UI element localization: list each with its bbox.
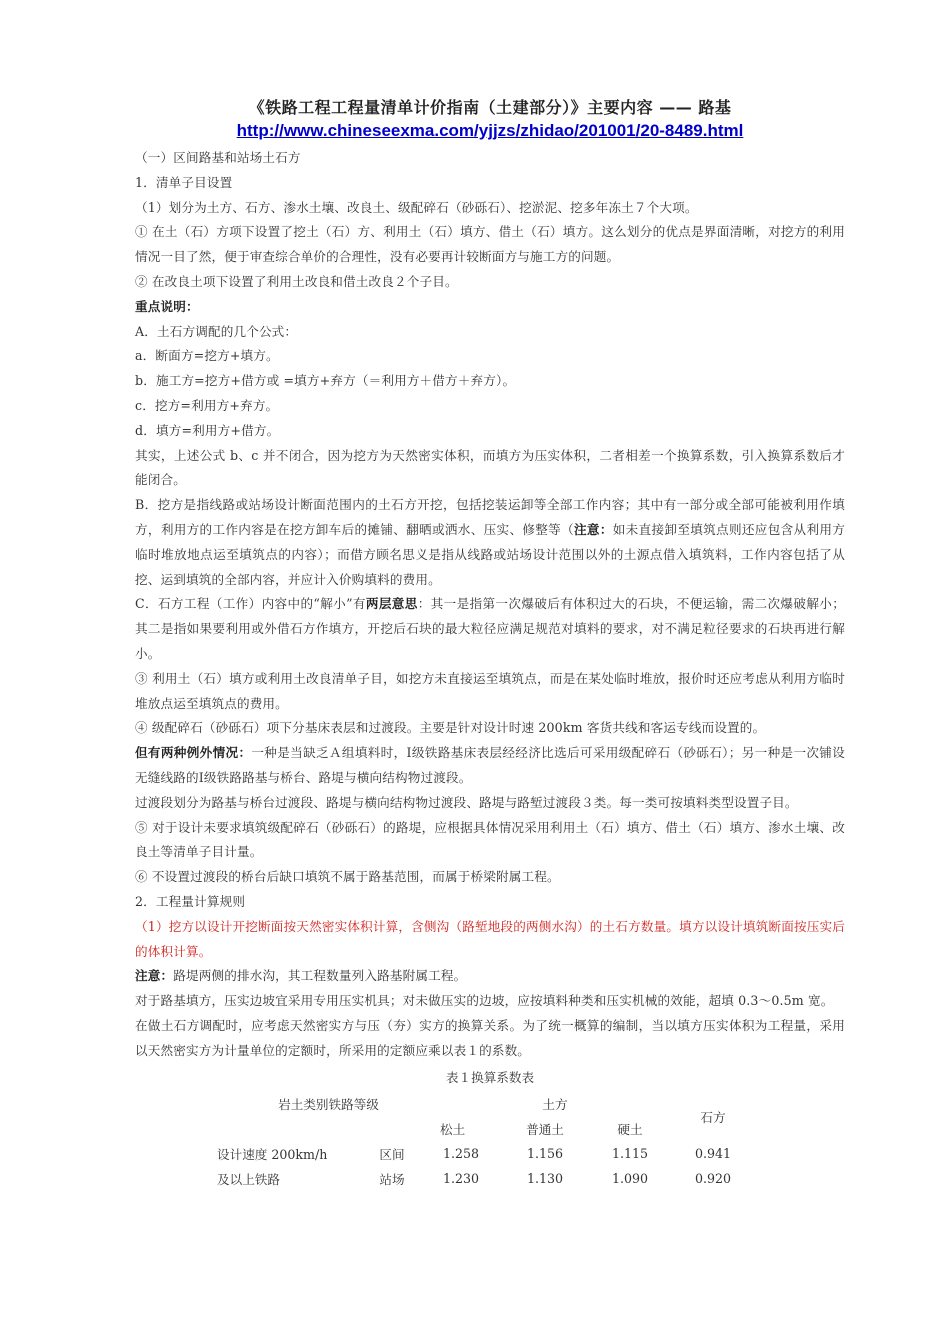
paragraph-b: B．挖方是指线路或站场设计断面范围内的土石方开挖，包括挖装运卸等全部工作内容；其中有一部分或全部可能被利用作填方，利用方的工作内容是在挖方卸车后的摊铺、翻晒或洒水、压实、修整等（注意：如未直接卸至填筑点则还应包含从利用方临时堆放地点运至填筑点的内容）；而借方顾名思义是指从线路或站场设计范围以外的土源点借入填筑料，工作内容包括了从挖、运到填筑的全部内容，并应计入价购填料的费用。 [135,497,846,587]
subsection-heading: 1．清单子目设置 [135,174,233,190]
table-row [217,1141,756,1166]
table-row-header: 及以上铁路 [217,1172,280,1188]
table-corner-header: 岩土类别铁路等级 [278,1097,379,1113]
table-cell: 区间 [379,1147,405,1163]
table-row [217,1166,756,1191]
table-col-header: 石方 [700,1109,726,1125]
exception-paragraph: 但有两种例外情况：一种是当缺乏Ａ组填料时，Ⅰ级铁路基床表层经经济比选后可采用级配碎石（砂砾石）；另一种是一次铺设无缝线路的Ⅰ级铁路路基与桥台、路堤与横向结构物过渡段。 [135,745,845,785]
table-cell: 1.130 [526,1171,564,1187]
document-title: 《铁路工程工程量清单计价指南（土建部分）》主要内容 —— 路基 [248,98,732,117]
paragraph: ⑥ 不设置过渡段的桥台后缺口填筑不属于路基范围，而属于桥梁附属工程。 [135,869,560,885]
table-col-header: 硬土 [617,1122,643,1138]
table-col-header: 普通土 [526,1122,564,1138]
paragraph: ③ 利用土（石）填方或利用土改良清单子目，如挖方未直接运至填筑点，而是在某处临时堆放，报价时还应考虑从利用方临时堆放点运至填筑点的费用。 [135,670,845,711]
paragraph: ⑤ 对于设计未要求填筑级配碎石（砂砾石）的路堤，应根据具体情况采用利用土（石）填方、借土（石）填方、渗水土壤、改良土等清单子目计量。 [135,819,845,860]
section-heading: （一）区间路基和站场土石方 [135,150,301,165]
table-col-header: 松土 [440,1122,466,1138]
paragraph: 其实，上述公式 b、c 并不闭合，因为挖方为天然密实体积，而填方为压实体积，二者相差一个换算系数，引入换算系数后才能闭合。 [135,447,845,488]
key-points-label: 重点说明： [135,298,199,314]
paragraph: ④ 级配碎石（砂砾石）项下分基床表层和过渡段。主要是针对设计时速 200km 客货共线和客运专线而设置的。 [135,720,766,736]
paragraph: 在做土石方调配时，应考虑天然密实方与压（夯）实方的换算关系。为了统一概算的编制，当以填方压实体积为工程量，采用以天然密实方为计量单位的定额时，所采用的定额应乘以表１的系数。 [135,1017,845,1058]
document-page [135,96,845,1191]
table-cell: 1.090 [611,1171,649,1187]
table-cell: 1.115 [611,1146,649,1162]
table-cell: 1.230 [442,1171,480,1187]
table-cell: 0.941 [694,1146,732,1162]
table-cell: 1.258 [442,1146,480,1162]
paragraph: ① 在土（石）方项下设置了挖土（石）方、利用土（石）填方、借土（石）填方。这么划分的优点是界面清晰，对挖方的利用情况一目了然，便于审查综合单价的合理性，没有必要再计较断面方与施工方的问题。 [135,224,845,265]
paragraph: （1）划分为土方、石方、渗水土壤、改良土、级配碎石（砂砾石）、挖淤泥、挖多年冻土７个大项。 [135,199,698,215]
table-cell: 0.920 [694,1171,732,1187]
formula-item: a．断面方=挖方+填方。 [135,348,279,364]
conversion-table [217,1091,756,1191]
table-cell: 1.156 [526,1146,564,1162]
paragraph: 过渡段划分为路基与桥台过渡段、路堤与横向结构物过渡段、路堤与路堑过渡段３类。每一类可按填料类型设置子目。 [135,794,798,810]
formula-item: c．挖方=利用方+弃方。 [135,397,279,413]
source-link[interactable]: http://www.chineseexma.com/yjjzs/zhidao/201001/20-8489.html [236,121,744,140]
note-paragraph: 注意：路堤两侧的排水沟，其工程数量列入路基附属工程。 [135,968,467,984]
subsection-heading: 2．工程量计算规则 [135,893,246,909]
formula-item: b．施工方=挖方+借方或 =填方+弃方（＝利用方＋借方＋弃方）。 [135,373,516,389]
paragraph-c: C．石方工程（工作）内容中的“解小”有两层意思：其一是指第一次爆破后有体积过大的石块，不便运输，需二次爆破解小；其二是指如果要利用或外借石方作填方，开挖后石块的最大粒径应满足规范对填料的要求，对不满足粒径要求的石块再进行解小。 [135,596,845,661]
formula-heading: A．土石方调配的几个公式： [135,323,298,339]
table-caption: 表１换算系数表 [445,1070,535,1086]
highlighted-rule: （1）挖方以设计开挖断面按天然密实体积计算，含侧沟（路堑地段的两侧水沟）的土石方数量。填方以设计填筑断面按压实后的体积计算。 [135,918,845,959]
table-group-header: 土方 [542,1097,568,1113]
paragraph: ② 在改良土项下设置了利用土改良和借土改良２个子目。 [135,273,458,289]
table-cell: 站场 [379,1172,405,1188]
formula-item: d．填方=利用方+借方。 [135,422,280,438]
table-row-header: 设计速度 200km/h [217,1147,328,1163]
paragraph: 对于路基填方，压实边坡宜采用专用压实机具；对未做压实的边坡，应按填料种类和压实机械的效能，超填 0.3～0.5m 宽。 [135,993,834,1009]
